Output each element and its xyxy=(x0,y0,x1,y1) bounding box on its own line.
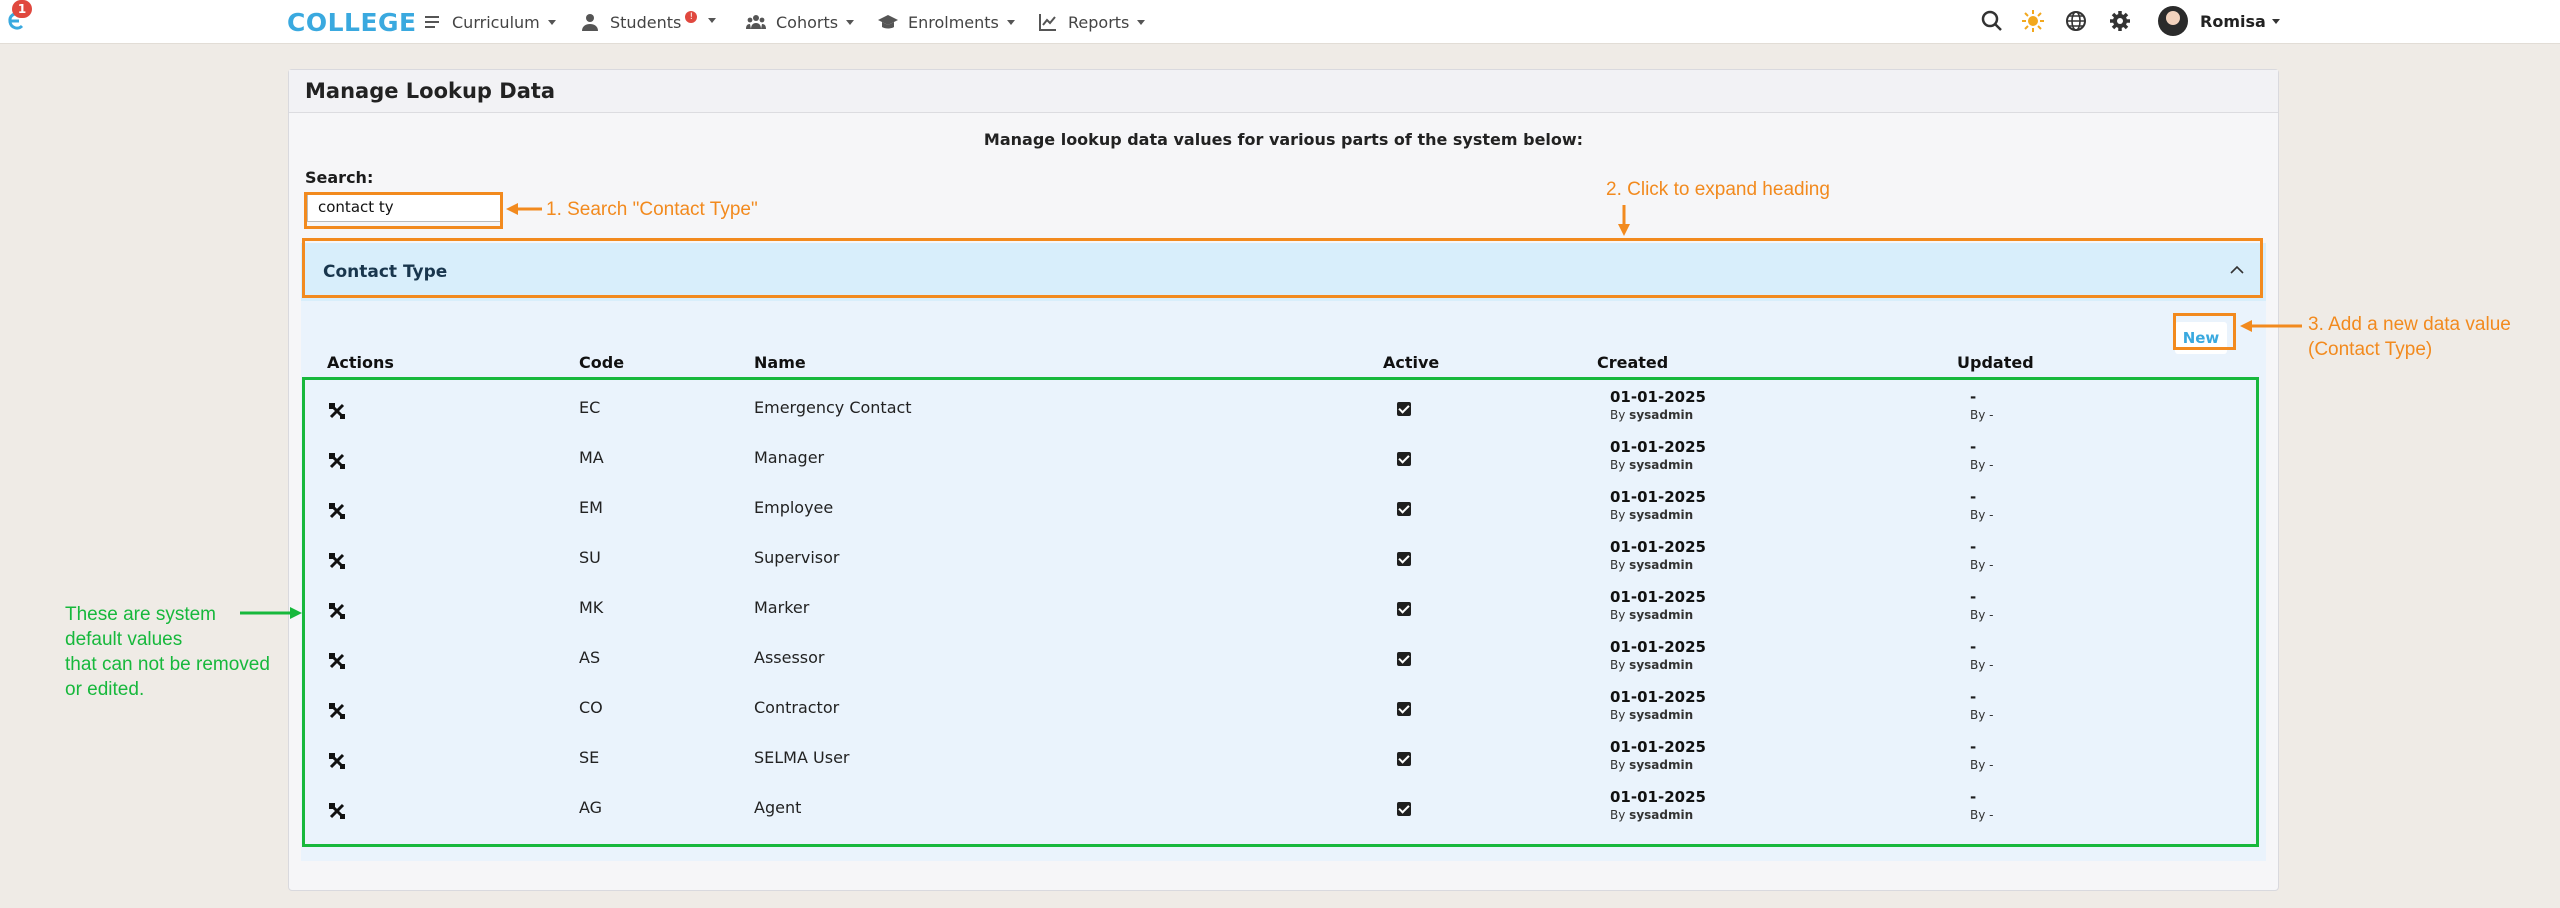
row-name: Contractor xyxy=(754,698,840,717)
annotation-system-note-line: or edited. xyxy=(65,679,145,700)
row-code: EC xyxy=(579,398,601,417)
user-name: Romisa xyxy=(2200,11,2266,31)
page-title: Manage Lookup Data xyxy=(289,70,2278,113)
created-date: 01-01-2025 xyxy=(1610,638,1706,656)
created-date: 01-01-2025 xyxy=(1610,688,1706,706)
updated-date: - xyxy=(1970,688,1977,706)
created-by: By sysadmin xyxy=(1610,558,1694,572)
annotation-step2: 2. Click to expand heading xyxy=(1606,179,1830,200)
created-date: 01-01-2025 xyxy=(1610,538,1706,556)
nav-students-label: Students xyxy=(610,12,682,32)
created-by: By sysadmin xyxy=(1610,458,1694,472)
arrow-step3 xyxy=(2240,320,2302,332)
nav-enrolments-label: Enrolments xyxy=(908,12,999,32)
updated-by: By - xyxy=(1970,458,1994,472)
row-code: CO xyxy=(579,698,603,717)
row-code: SU xyxy=(579,548,601,567)
arrow-system-note xyxy=(240,607,302,619)
annotation-step3-line1: 3. Add a new data value xyxy=(2308,314,2511,335)
row-code: MA xyxy=(579,448,604,467)
arrow-step2 xyxy=(1618,205,1630,236)
row-code: SE xyxy=(579,748,600,767)
created-by: By sysadmin xyxy=(1610,708,1694,722)
nav-cohorts-label: Cohorts xyxy=(776,12,839,32)
updated-date: - xyxy=(1970,438,1977,456)
column-header-name: Name xyxy=(754,353,806,372)
updated-date: - xyxy=(1970,538,1977,556)
created-date: 01-01-2025 xyxy=(1610,588,1706,606)
updated-by: By - xyxy=(1970,708,1994,722)
created-by: By sysadmin xyxy=(1610,658,1694,672)
updated-by: By - xyxy=(1970,558,1994,572)
students-alert-badge: ! xyxy=(685,11,697,23)
created-by: By sysadmin xyxy=(1610,508,1694,522)
column-header-actions: Actions xyxy=(327,353,394,372)
row-name: Emergency Contact xyxy=(754,398,912,417)
updated-date: - xyxy=(1970,738,1977,756)
row-name: SELMA User xyxy=(754,748,850,767)
notification-badge[interactable]: 1 xyxy=(12,0,32,18)
nav-reports-label: Reports xyxy=(1068,12,1130,32)
brand-logo[interactable]: COLLEGE xyxy=(287,8,417,37)
updated-by: By - xyxy=(1970,658,1994,672)
row-code: EM xyxy=(579,498,603,517)
created-date: 01-01-2025 xyxy=(1610,488,1706,506)
annotation-system-note-line: default values xyxy=(65,629,183,650)
updated-by: By - xyxy=(1970,408,1994,422)
updated-date: - xyxy=(1970,488,1977,506)
search-label: Search: xyxy=(305,168,374,187)
row-code: AS xyxy=(579,648,601,667)
created-date: 01-01-2025 xyxy=(1610,788,1706,806)
created-date: 01-01-2025 xyxy=(1610,438,1706,456)
annotation-step1: 1. Search "Contact Type" xyxy=(546,199,758,220)
page-subtitle: Manage lookup data values for various parts of the system below: xyxy=(983,130,1584,149)
row-code: AG xyxy=(579,798,603,817)
updated-by: By - xyxy=(1970,508,1994,522)
arrow-step1 xyxy=(506,203,542,215)
updated-date: - xyxy=(1970,788,1977,806)
section-title: Contact Type xyxy=(323,262,448,282)
new-button[interactable]: New xyxy=(2175,322,2227,354)
updated-by: By - xyxy=(1970,758,1994,772)
row-name: Agent xyxy=(754,798,802,817)
row-code: MK xyxy=(579,598,604,617)
updated-by: By - xyxy=(1970,808,1994,822)
updated-date: - xyxy=(1970,638,1977,656)
updated-date: - xyxy=(1970,588,1977,606)
column-header-active: Active xyxy=(1383,353,1440,372)
created-by: By sysadmin xyxy=(1610,758,1694,772)
column-header-code: Code xyxy=(579,353,625,372)
created-by: By sysadmin xyxy=(1610,808,1694,822)
row-name: Assessor xyxy=(754,648,825,667)
created-date: 01-01-2025 xyxy=(1610,388,1706,406)
row-name: Employee xyxy=(754,498,834,517)
column-header-updated: Updated xyxy=(1957,353,2034,372)
created-by: By sysadmin xyxy=(1610,608,1694,622)
nav-curriculum-label: Curriculum xyxy=(452,12,540,32)
annotation-system-note-line: that can not be removed xyxy=(65,654,270,675)
row-name: Supervisor xyxy=(754,548,840,567)
column-header-created: Created xyxy=(1597,353,1669,372)
updated-by: By - xyxy=(1970,608,1994,622)
created-by: By sysadmin xyxy=(1610,408,1694,422)
annotation-system-note-line: These are system xyxy=(65,604,216,625)
row-name: Marker xyxy=(754,598,810,617)
row-name: Manager xyxy=(754,448,825,467)
annotation-step3-line2: (Contact Type) xyxy=(2308,339,2433,360)
updated-date: - xyxy=(1970,388,1977,406)
created-date: 01-01-2025 xyxy=(1610,738,1706,756)
